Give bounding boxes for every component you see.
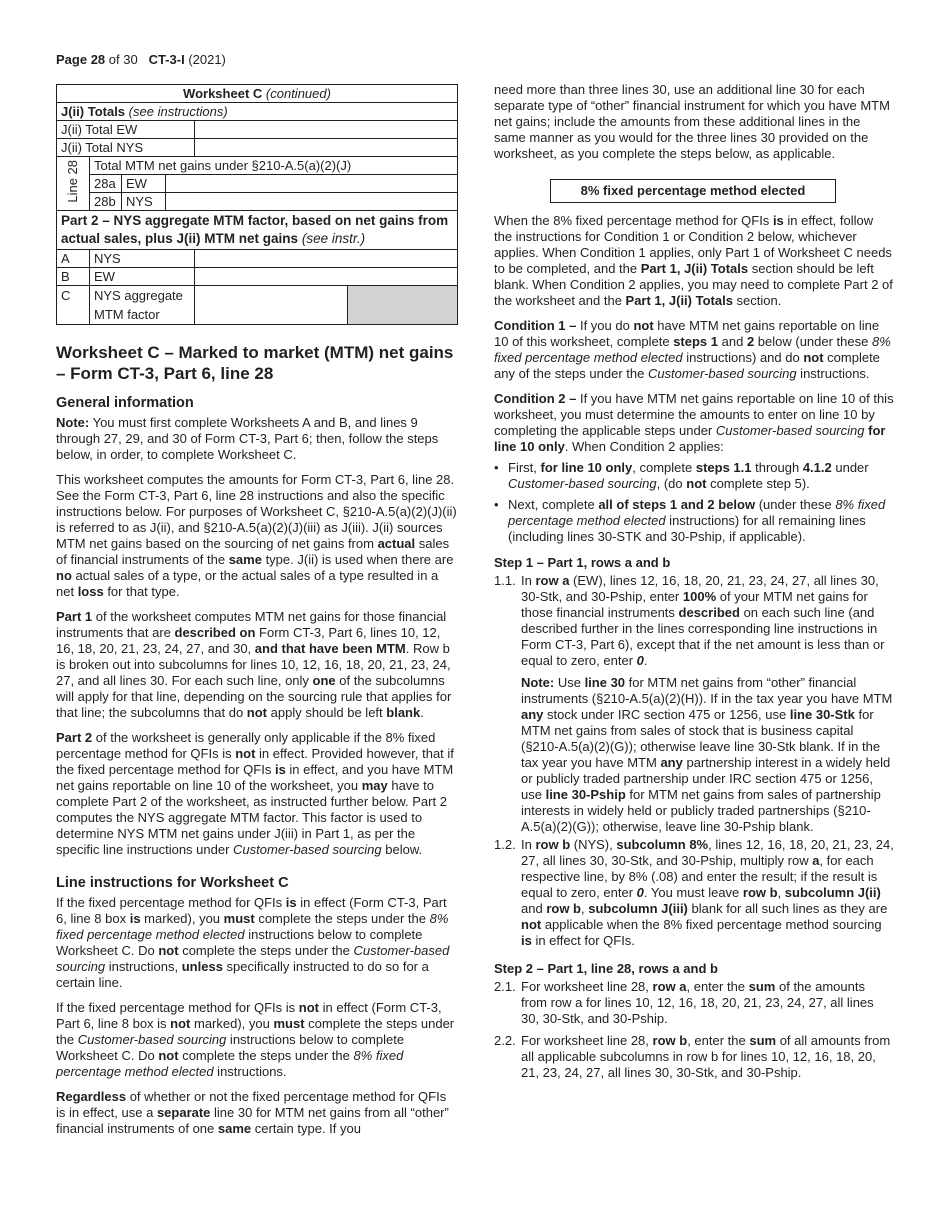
page-number: 28 [90,52,106,67]
part2-heading: Part 2 – NYS aggregate MTM factor, based on net gains from actual sales, plus J(ii) MTM net gains (see instr.) [57,211,458,250]
line28b-sub: NYS [121,193,165,211]
line28a-sub: EW [121,175,165,193]
row-b-field[interactable] [194,268,457,286]
line28a-row [57,175,458,193]
row-c-shaded [347,286,457,325]
form-id: CT-3-I [148,52,185,67]
intro-paragraph: This worksheet computes the amounts for Form CT-3, Part 6, line 28. See the Form CT-3, Part 6, line 28 instructions and also the specific instructions below. For purposes of Worksheet C, §210-A.5(a)(2)(J)(ii) is referred to as J(ii), and §210-A.5(a)(2)(J)(iii) as J(iii). J(ii) sources MTM net gains based on the sourcing of net gains from actual sales of financial instruments of the same type. J(ii) is used when there are no actual sales of a type, or the actual sales of a type resulted in a net loss for that type. [56,472,457,599]
note-paragraph: Note: You must first complete Worksheets A and B, and lines 9 through 27, 29, and 30 of Form CT-3, Part 6; then, follow the steps below, in order, to complete Worksheet C. [56,415,439,462]
row-b-letter: B [57,268,90,286]
worksheet-c-table [56,84,458,325]
fixed-method-box-heading: 8% fixed percentage method elected [550,179,836,203]
line28b-num: 28b [90,193,122,211]
line28-total-label: Total MTM net gains under §210-A.5(a)(2)(J) [90,157,458,175]
page-of: of 30 [108,52,138,67]
condition-2: Condition 2 – If you have MTM net gains reportable on line 10 of this worksheet, you must determine the amounts to enter on line 10 by completing the applicable steps under Customer-based sourcing for line 10 only. When Condition 2 applies: [494,391,894,454]
fixed-method-intro: When the 8% fixed percentage method for QFIs is in effect, follow the instructions for Condition 1 or Condition 2 below, whichever applies. When Condition 1 applies, only Part 1 of Worksheet C needs to be completed, and the Part 1, J(ii) Totals section should be left blank. When Condition 2 applies, you may need to complete Part 2 of the worksheet and the Part 1, J(ii) Totals section. [494,213,893,308]
line28a-num: 28a [90,175,122,193]
step-2-2: 2.2. For worksheet line 28, row b, enter the sum of all amounts from all applicable subcolumns in row b for lines 10, 12, 16, 18, 20, 21, 23, 24, 27, all lines 30, 30-Stk, and 30-Pship. [494,1033,891,1080]
page-word: Page [56,52,88,67]
page-header [56,52,226,68]
section-title: Worksheet C – Marked to market (MTM) net gains – Form CT-3, Part 6, line 28 [56,343,454,383]
jii-ew-row [57,121,458,139]
row-a-letter: A [57,250,90,268]
general-info-heading: General information [56,395,194,411]
regardless-paragraph: Regardless of whether or not the fixed percentage method for QFIs is in effect, use a separate line 30 for MTM net gains from all “other” financial instruments of one same certain type. If you [56,1089,449,1136]
line-instructions-heading: Line instructions for Worksheet C [56,875,289,891]
row-c-field[interactable] [194,286,347,325]
jii-nys-label: J(ii) Total NYS [57,139,195,157]
step1-heading: Step 1 – Part 1, rows a and b [494,555,671,570]
line28-label: Line 28 [65,160,80,203]
left-column [56,84,458,1146]
row-c [57,286,458,325]
line28-total-row [57,157,458,175]
row-a-field[interactable] [194,250,457,268]
ws-title: Worksheet C (continued) [57,85,458,103]
part1-paragraph: Part 1 of the worksheet computes MTM net gains for those financial instruments that are described on Form CT-3, Part 6, lines 10, 12, 16, 18, 20, 21, 23, 24, 27, and 30, and that have been MTM. Row b is broken out into subcolumns for lines 10, 12, 16, 18, 20, 21, 23, 24, 27, and all lines 30. For each such line, only one of the subcolumns will apply for that line, depending on the sourcing rule that applies for that line; the subcolumns that do not apply should be left blank. [56,609,452,720]
step2-heading: Step 2 – Part 1, line 28, rows a and b [494,961,718,976]
row-c-letter: C [57,286,90,325]
line28b-row [57,193,458,211]
step-1-2: 1.2. In row b (NYS), subcolumn 8%, lines 12, 16, 18, 20, 21, 23, 24, 27, all lines 30, 30-Stk, and 30-Pship, multiply row a, for each respective line, by 8% (.08) and enter the result; if the result is equal to zero, enter 0. You must leave row b, subcolumn J(ii) and row b, subcolumn J(iii) blank for all such lines as they are not applicable when the 8% fixed percentage method sourcing is in effect for QFIs. [494,837,894,948]
right-column [494,82,894,1081]
row-c-label: NYS aggregate MTM factor [90,286,195,325]
jii-ew-label: J(ii) Total EW [57,121,195,139]
condition-2-bullets [494,460,894,545]
step-1-1-note: Note: Use line 30 for MTM net gains from “other” financial instruments (§210-A.5(a)(2)(H)). If in the tax year you have MTM any stock under IRC section 475 or 1256, use line 30-Stk for MTM net gains from sales of stock that is business capital (§210-A.5(a)(2)(G)); otherwise leave line 30-Stk blank. If in the tax year you have MTM any partnership interest in a widely held or publicly traded partnership under IRC section 475 or 1256, use line 30-Pship for MTM net gains from sales of partnership interests in widely held or publicly traded partnerships (§210-A.5(a)(2)(G)); otherwise, leave line 30-Pship blank. [521,675,893,834]
jii-nys-row [57,139,458,157]
continued-paragraph: need more than three lines 30, use an additional line 30 for each separate type of “other” financial instrument for which you have MTM net gains; include the amounts from these additional lines in the same manner as you would for the three lines 30 provided on the worksheet, as you complete the steps below, as applicable. [494,82,890,161]
bullet-next: • Next, complete all of steps 1 and 2 below (under these 8% fixed percentage method elected instructions) for all remaining lines (including lines 30-STK and 30-Pship, if applicable). [494,497,886,544]
form-year: (2021) [188,52,226,67]
part2-paragraph: Part 2 of the worksheet is generally only applicable if the 8% fixed percentage method for QFIs is not in effect. Provided however, that if the fixed percentage method for QFIs is in effect, and you have MTM net gains reportable on line 10 of the worksheet, you may have to complete Part 2 of the worksheet, as instructed further below. Part 2 computes the NYS aggregate MTM factor. This factor is used to determine NYS MTM net gains under J(iii) in Part 1, as per the specific line instructions under Customer-based sourcing below. [56,730,454,857]
jii-heading-row [57,103,458,121]
ws-title-row [57,85,458,103]
step-1-1: 1.1. In row a (EW), lines 12, 16, 18, 20, 21, 23, 24, 27, all lines 30, 30-Stk, and 30-Pship, enter 100% of your MTM net gains for those financial instruments described on each such line (and described further in the lines corresponding line instructions in Form CT-3, Part 6), except that if the net amount is less than or equal to zero, enter 0. [494,573,885,668]
line28a-field[interactable] [165,175,457,193]
jii-heading: J(ii) Totals (see instructions) [57,103,458,121]
bullet-first: • First, for line 10 only, complete steps 1.1 through 4.1.2 under Customer-based sourcing, (do not complete step 5). [494,460,869,491]
fixed-not-in-effect-paragraph: If the fixed percentage method for QFIs is not in effect (Form CT-3, Part 6, line 8 box is not marked), you must complete the steps under the Customer-based sourcing instructions below to complete Worksheet C. Do not complete the steps under the 8% fixed percentage method elected instructions. [56,1000,455,1079]
fixed-in-effect-paragraph: If the fixed percentage method for QFIs is in effect (Form CT-3, Part 6, line 8 box is marked), you must complete the steps under the 8% fixed percentage method elected instructions below to complete Worksheet C. Do not complete the steps under the Customer-based sourcing instructions, unless specifically instructed to do so for a certain line. [56,895,450,990]
row-a [57,250,458,268]
line28b-field[interactable] [165,193,457,211]
row-b-label: EW [90,268,195,286]
line28-label-cell [57,157,90,211]
condition-1: Condition 1 – If you do not have MTM net gains reportable on line 10 of this worksheet, complete steps 1 and 2 below (under these 8% fixed percentage method elected instructions) and do not complete any of the steps under the Customer-based sourcing instructions. [494,318,891,381]
row-b [57,268,458,286]
part2-heading-row [57,211,458,250]
row-a-label: NYS [90,250,195,268]
jii-ew-field[interactable] [194,121,457,139]
jii-nys-field[interactable] [194,139,457,157]
step-2-1: 2.1. For worksheet line 28, row a, enter the sum of the amounts from row a for lines 10, 12, 16, 18, 20, 21, 23, 24, 27, all lines 30, 30-Stk, and 30-Pship. [494,979,874,1026]
